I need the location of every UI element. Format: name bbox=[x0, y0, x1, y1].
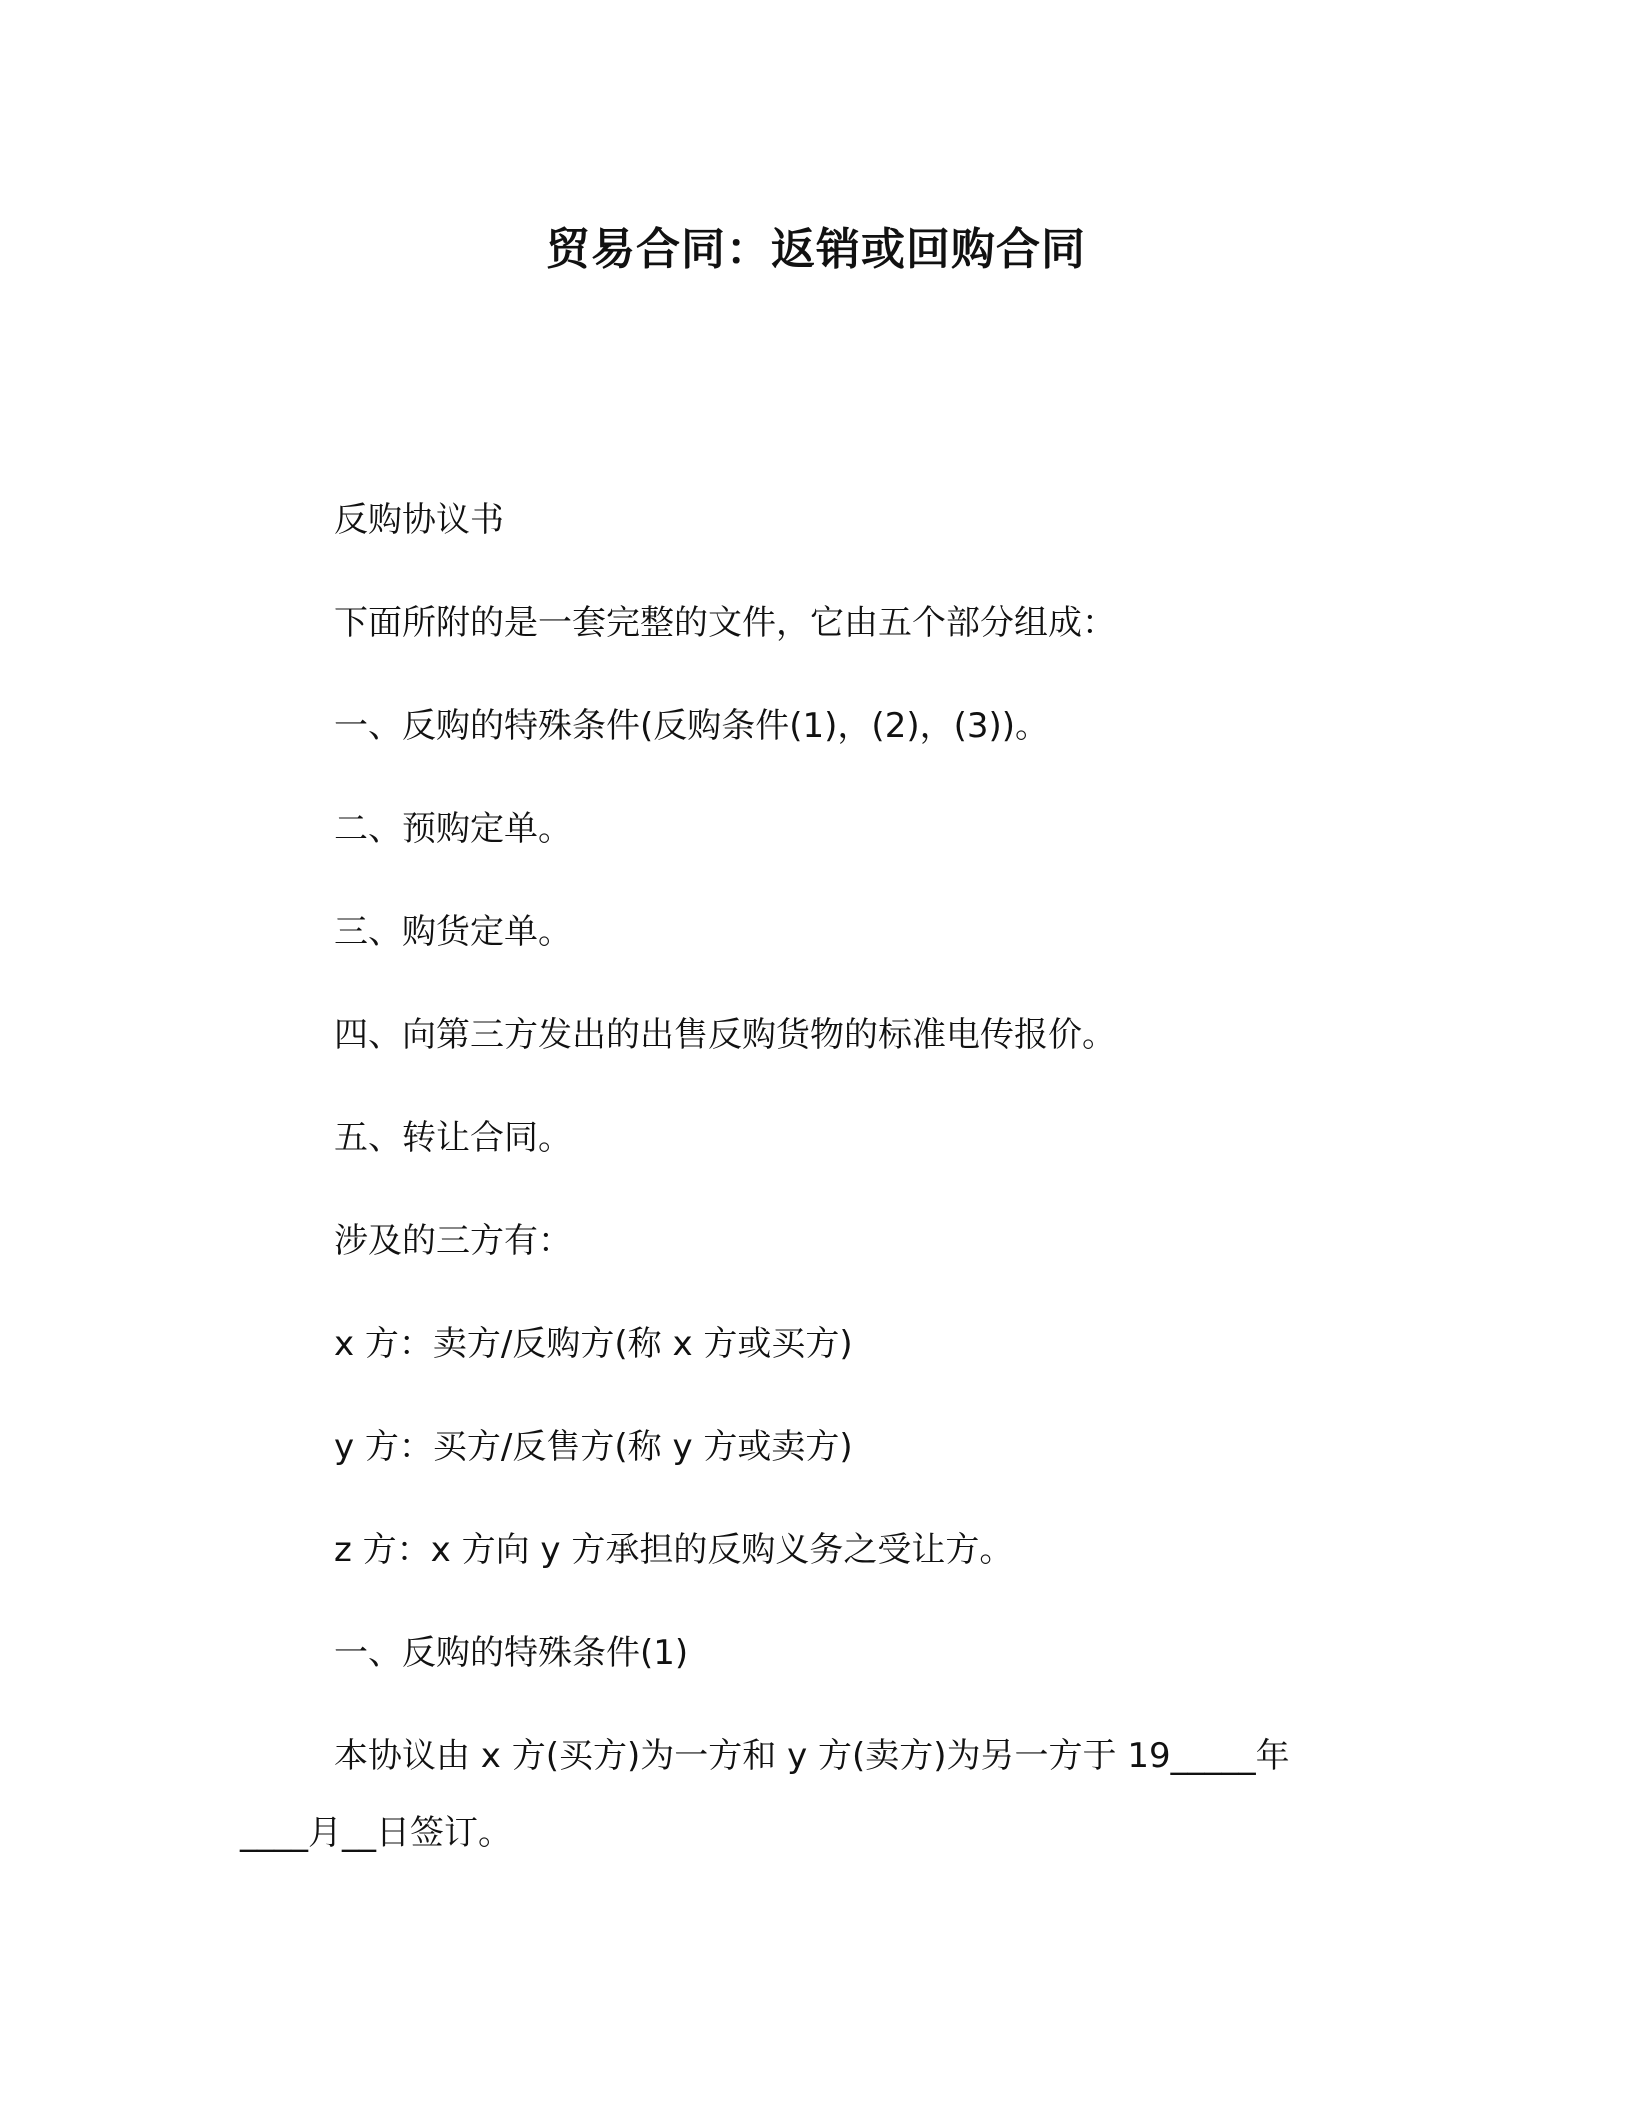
section-heading-1: 一、反购的特殊条件(1) bbox=[334, 1633, 689, 1673]
document-title: 贸易合同：返销或回购合同 bbox=[546, 224, 1086, 275]
agreement-sentence: 本协议由 x 方(买方)为一方和 y 方(卖方)为另一方于 19_____年 bbox=[334, 1736, 1290, 1776]
list-item-2: 二、预购定单。 bbox=[334, 809, 572, 849]
paragraph-heading: 反购协议书 bbox=[334, 500, 504, 540]
list-item-3: 三、购货定单。 bbox=[334, 912, 572, 952]
party-y: y 方：买方/反售方(称 y 方或卖方) bbox=[334, 1427, 853, 1467]
list-item-4: 四、向第三方发出的出售反购货物的标准电传报价。 bbox=[334, 1015, 1116, 1055]
agreement-sentence-continuation: ____月__日签订。 bbox=[240, 1813, 512, 1853]
paragraph-intro: 下面所附的是一套完整的文件，它由五个部分组成： bbox=[334, 603, 1116, 643]
party-x: x 方：卖方/反购方(称 x 方或买方) bbox=[334, 1324, 853, 1364]
parties-heading: 涉及的三方有： bbox=[334, 1221, 572, 1261]
list-item-1: 一、反购的特殊条件(反购条件(1)，(2)，(3))。 bbox=[334, 706, 1050, 746]
list-item-5: 五、转让合同。 bbox=[334, 1118, 572, 1158]
party-z: z 方：x 方向 y 方承担的反购义务之受让方。 bbox=[334, 1530, 1014, 1570]
